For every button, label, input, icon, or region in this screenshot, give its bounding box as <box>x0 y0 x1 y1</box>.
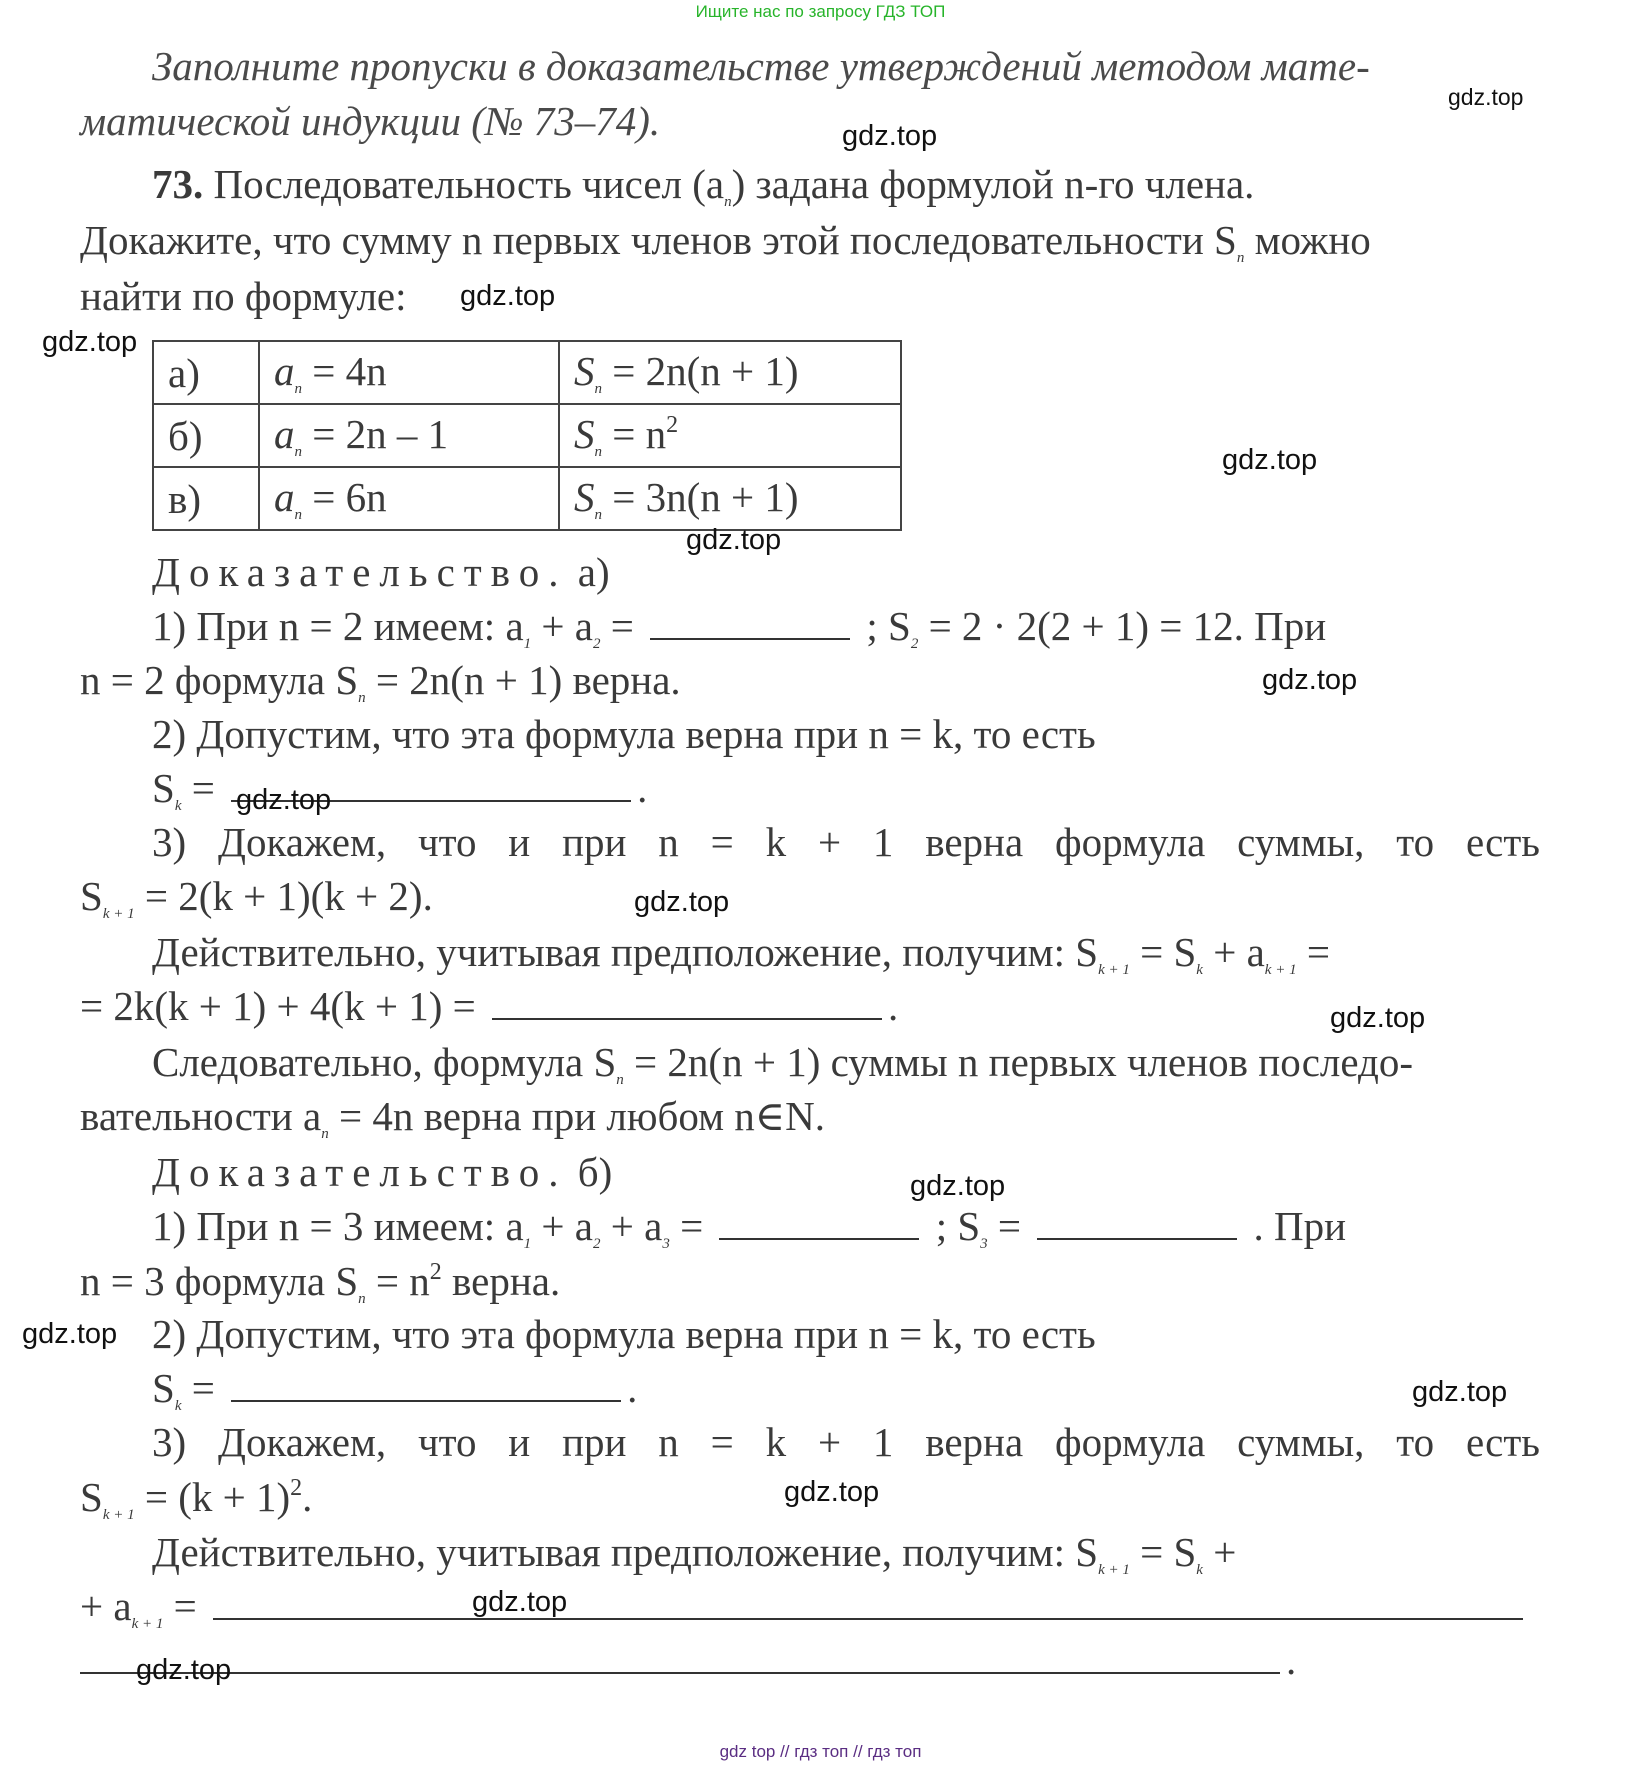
answer-blank[interactable] <box>492 988 882 1020</box>
answer-blank[interactable] <box>1037 1208 1237 1240</box>
watermark: gdz.top <box>22 1318 118 1350</box>
watermark: gdz.top <box>1330 1002 1426 1034</box>
watermark: gdz.top <box>1262 664 1358 696</box>
proof-b-step-3-line-2: $S_{k + 1} = (k + 1)^2$. <box>80 1474 313 1523</box>
watermark: gdz.top <box>460 280 556 312</box>
answer-blank[interactable] <box>231 1370 621 1402</box>
proof-b-step-2-sk: $S_k$ = . <box>152 1365 638 1414</box>
proof-a-conclusion-2: вательности $a_n = 4n$ верна при любом n∈N. <box>80 1093 825 1142</box>
proof-a-conclusion-1: Следовательно, формула $S_n = 2n(n + 1)$ суммы n первых членов последо- <box>152 1039 1414 1088</box>
watermark: gdz.top <box>1412 1376 1508 1408</box>
proof-b-step-1-line-2: n = 3 формула $S_n = n^2$ верна. <box>80 1258 561 1307</box>
table-row: б) $a_n = 2n - 1$ $S_n = n^2$ <box>153 404 901 467</box>
watermark: gdz.top <box>236 784 332 816</box>
formula-table <box>152 340 902 531</box>
proof-b-heading: Доказательство. б) <box>152 1149 613 1195</box>
problem-line-3: найти по формуле: <box>80 273 407 319</box>
watermark: gdz.top <box>1222 444 1318 476</box>
watermark: gdz.top <box>472 1586 568 1618</box>
instruction-line-2: матической индукции (№ 73–74). <box>80 98 661 144</box>
proof-a-step-1-line-2: n = 2 формула $S_n = 2n(n + 1)$ верна. <box>80 657 681 706</box>
answer-blank[interactable] <box>719 1208 919 1240</box>
proof-a-step-1: 1) При n = 2 имеем: $a_1 + a_2$ = ; $S_2 = 2 \cdot 2(2 + 1) = 12$. При <box>152 603 1327 652</box>
watermark: gdz.top <box>634 886 730 918</box>
instruction-line-1: Заполните пропуски в доказательстве утверждений методом мате- <box>152 43 1370 89</box>
proof-b-step-4-line-3: . <box>80 1640 1296 1681</box>
proof-b-step-2: 2) Допустим, что эта формула верна при n = k, то есть <box>152 1311 1096 1357</box>
watermark: gdz.top <box>842 120 938 152</box>
proof-b-step-4: Действительно, учитывая предположение, получим: $S_{k + 1} = S_k$ + <box>152 1529 1237 1578</box>
watermark: gdz.top <box>136 1654 232 1686</box>
proof-a-step-4-line-2: = 2k(k + 1) + 4(k + 1) = . <box>80 983 899 1029</box>
proof-a-step-4: Действительно, учитывая предположение, получим: $S_{k + 1} = S_k + a_{k + 1}$ = <box>152 929 1330 978</box>
table-row: а) $a_n = 4n$ $S_n = 2n(n + 1)$ <box>153 341 901 404</box>
table-row: в) $a_n = 6n$ $S_n = 3n(n + 1)$ <box>153 467 901 530</box>
proof-b-step-1: 1) При n = 3 имеем: $a_1 + a_2 + a_3$ = ; $S_3$ = . При <box>152 1203 1347 1252</box>
answer-blank[interactable] <box>650 608 850 640</box>
watermark: gdz.top <box>910 1170 1006 1202</box>
problem-line-1: 73. Последовательность чисел $(a_n)$ задана формулой n-го члена. <box>152 161 1255 210</box>
watermark: gdz.top <box>1448 84 1524 110</box>
answer-blank[interactable] <box>213 1588 1523 1620</box>
footer[interactable]: gdz top // гдз топ // гдз топ <box>719 1742 922 1761</box>
proof-a-heading: Доказательство. а) <box>152 549 610 595</box>
watermark: gdz.top <box>686 524 782 556</box>
proof-a-step-3-line-2: $S_{k + 1} = 2(k + 1)(k + 2)$. <box>80 873 433 922</box>
watermark: gdz.top <box>784 1476 880 1508</box>
problem-number: 73. <box>152 161 204 207</box>
watermark: gdz.top <box>42 326 138 358</box>
problem-line-2: Докажите, что сумму n первых членов этой последовательности $S_n$ можно <box>80 217 1371 266</box>
proof-a-step-2-sk: $S_k$ = . <box>152 765 648 814</box>
proof-b-step-3: 3) Докажем, что и при n = k + 1 верна формула суммы, то есть <box>152 1419 1540 1465</box>
proof-a-step-2: 2) Допустим, что эта формула верна при n = k, то есть <box>152 711 1096 757</box>
search-banner[interactable]: Ищите нас по запросу ГДЗ ТОП <box>695 2 946 21</box>
proof-b-step-4-line-2: + $a_{k + 1}$ = <box>80 1586 1529 1632</box>
answer-blank[interactable] <box>80 1642 1280 1674</box>
proof-a-step-3: 3) Докажем, что и при n = k + 1 верна формула суммы, то есть <box>152 819 1540 865</box>
